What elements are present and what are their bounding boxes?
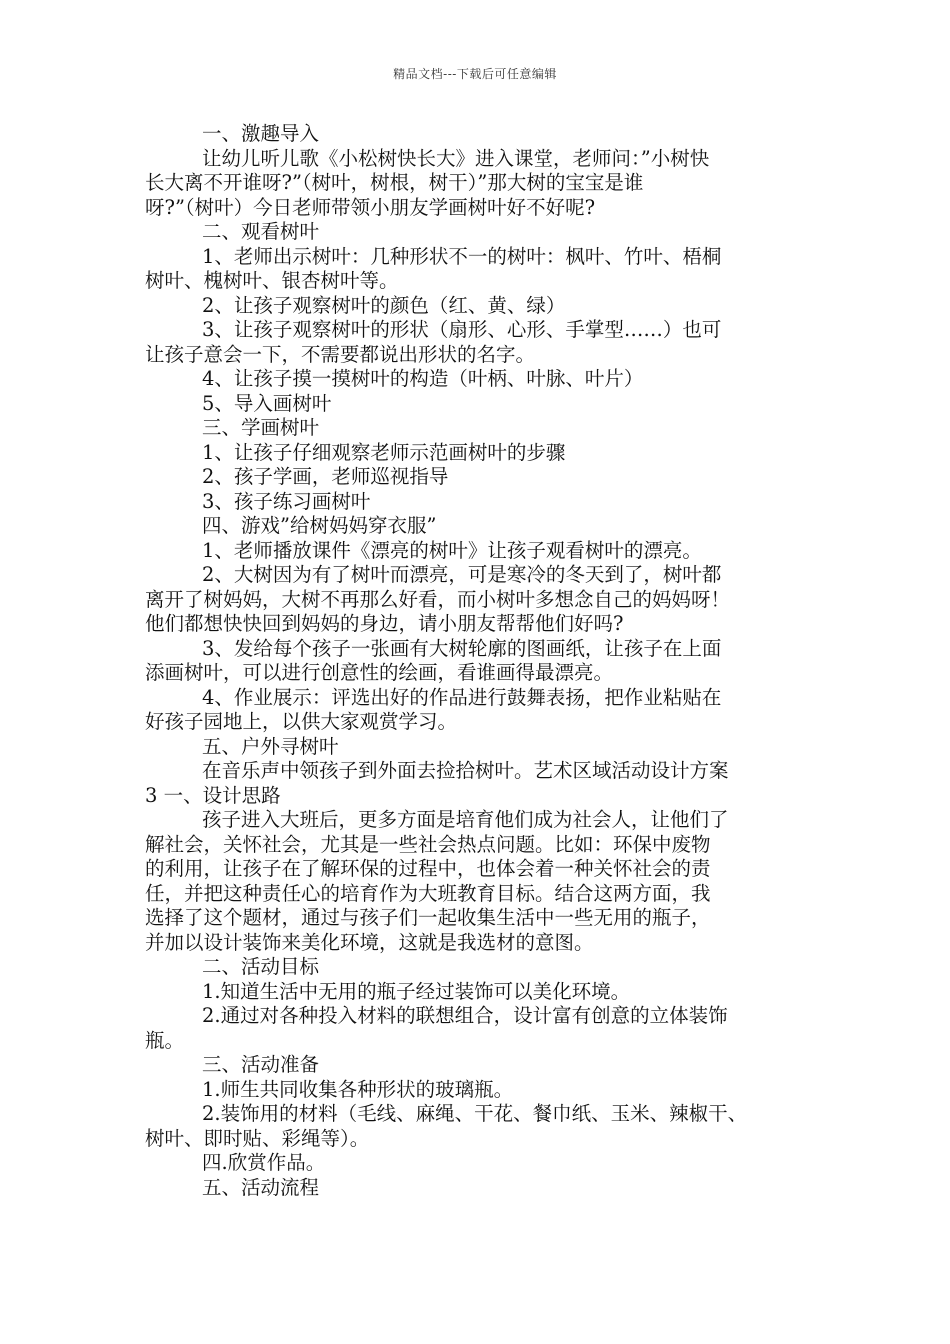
text-line: 3、发给每个孩子一张画有大树轮廓的图画纸，让孩子在上面 xyxy=(202,636,722,660)
text-line: 三、活动准备 xyxy=(202,1053,320,1076)
text-line: 的利用，让孩子在了解环保的过程中，也体会着一种关怀社会的责 xyxy=(145,857,711,880)
text-line: 让孩子意会一下，不需要都说出形状的名字。 xyxy=(145,342,536,366)
text-line: 2、孩子学画，老师巡视指导 xyxy=(202,465,449,488)
text-line: 瓶。 xyxy=(145,1028,185,1052)
text-line: 2.装饰用的材料（毛线、麻绳、干花、餐巾纸、玉米、辣椒干、 xyxy=(202,1102,748,1125)
text-line: 离开了树妈妈，大树不再那么好看，而小树叶多想念自己的妈妈呀！ xyxy=(145,587,731,611)
text-line: 让幼儿听儿歌《小松树快长大》进入课堂，老师问：”小树快 xyxy=(202,146,710,170)
text-line: 孩子进入大班后，更多方面是培育他们成为社会人，让他们了 xyxy=(202,808,729,831)
text-line: 二、观看树叶 xyxy=(202,220,320,243)
text-line: 1、老师播放课件《漂亮的树叶》让孩子观看树叶的漂亮。 xyxy=(202,538,702,562)
text-line: 长大离不开谁呀?”（树叶，树根，树干）”那大树的宝宝是谁 xyxy=(145,171,644,194)
text-line: 五、户外寻树叶 xyxy=(202,734,339,758)
text-line: 二、活动目标 xyxy=(202,955,320,978)
text-line: 添画树叶，可以进行创意性的绘画，看谁画得最漂亮。 xyxy=(145,661,614,684)
text-line: 树叶、即时贴、彩绳等）。 xyxy=(145,1126,370,1150)
text-line: 2.通过对各种投入材料的联想组合，设计富有创意的立体装饰 xyxy=(202,1004,728,1027)
text-line: 好孩子园地上，以供大家观赏学习。 xyxy=(145,710,458,733)
text-line: 他们都想快快回到妈妈的身边，请小朋友帮帮他们好吗? xyxy=(145,612,624,635)
text-line: 选择了这个题材，通过与孩子们一起收集生活中一些无用的瓶子， xyxy=(145,906,711,929)
text-line: 五、活动流程 xyxy=(202,1175,320,1199)
text-line: 2、让孩子观察树叶的颜色（红、黄、绿） xyxy=(202,293,566,317)
text-line: 1、让孩子仔细观察老师示范画树叶的步骤 xyxy=(202,440,566,464)
text-line: 4、让孩子摸一摸树叶的构造（叶柄、叶脉、叶片） xyxy=(202,367,644,390)
text-line: 1、老师出示树叶：几种形状不一的树叶：枫叶、竹叶、梧桐 xyxy=(202,244,722,268)
text-line: 4、作业展示：评选出好的作品进行鼓舞表扬，把作业粘贴在 xyxy=(202,685,722,709)
text-line: 一、激趣导入 xyxy=(202,122,320,145)
page-header: 精品文档---下载后可任意编辑 xyxy=(393,67,557,81)
text-line: 解社会，关怀社会，尤其是一些社会热点问题。比如：环保中废物 xyxy=(145,832,711,856)
text-line: 5、导入画树叶 xyxy=(202,391,332,415)
text-line: 1.师生共同收集各种形状的玻璃瓶。 xyxy=(202,1077,514,1101)
text-line: 3、让孩子观察树叶的形状（扇形、心形、手掌型……）也可 xyxy=(202,318,722,341)
text-line: 在音乐声中领孩子到外面去捡拾树叶。艺术区域活动设计方案 xyxy=(202,759,729,782)
text-line: 三、学画树叶 xyxy=(202,416,320,439)
text-line: 2、大树因为有了树叶而漂亮，可是寒冷的冬天到了，树叶都 xyxy=(202,563,722,586)
document-body xyxy=(145,122,807,1200)
text-line: 树叶、槐树叶、银杏树叶等。 xyxy=(145,269,399,292)
text-line: 并加以设计装饰来美化环境，这就是我选材的意图。 xyxy=(145,930,594,954)
text-line: 呀?”（树叶）今日老师带领小朋友学画树叶好不好呢? xyxy=(145,195,596,219)
text-line: 四、游戏”给树妈妈穿衣服” xyxy=(202,514,437,537)
text-line: 任，并把这种责任心的培育作为大班教育目标。结合这两方面，我 xyxy=(145,881,711,905)
text-line: 四.欣赏作品。 xyxy=(202,1151,326,1174)
text-line: 3 一、设计思路 xyxy=(145,783,281,807)
text-line: 3、孩子练习画树叶 xyxy=(202,489,371,513)
text-line: 1.知道生活中无用的瓶子经过装饰可以美化环境。 xyxy=(202,979,631,1003)
